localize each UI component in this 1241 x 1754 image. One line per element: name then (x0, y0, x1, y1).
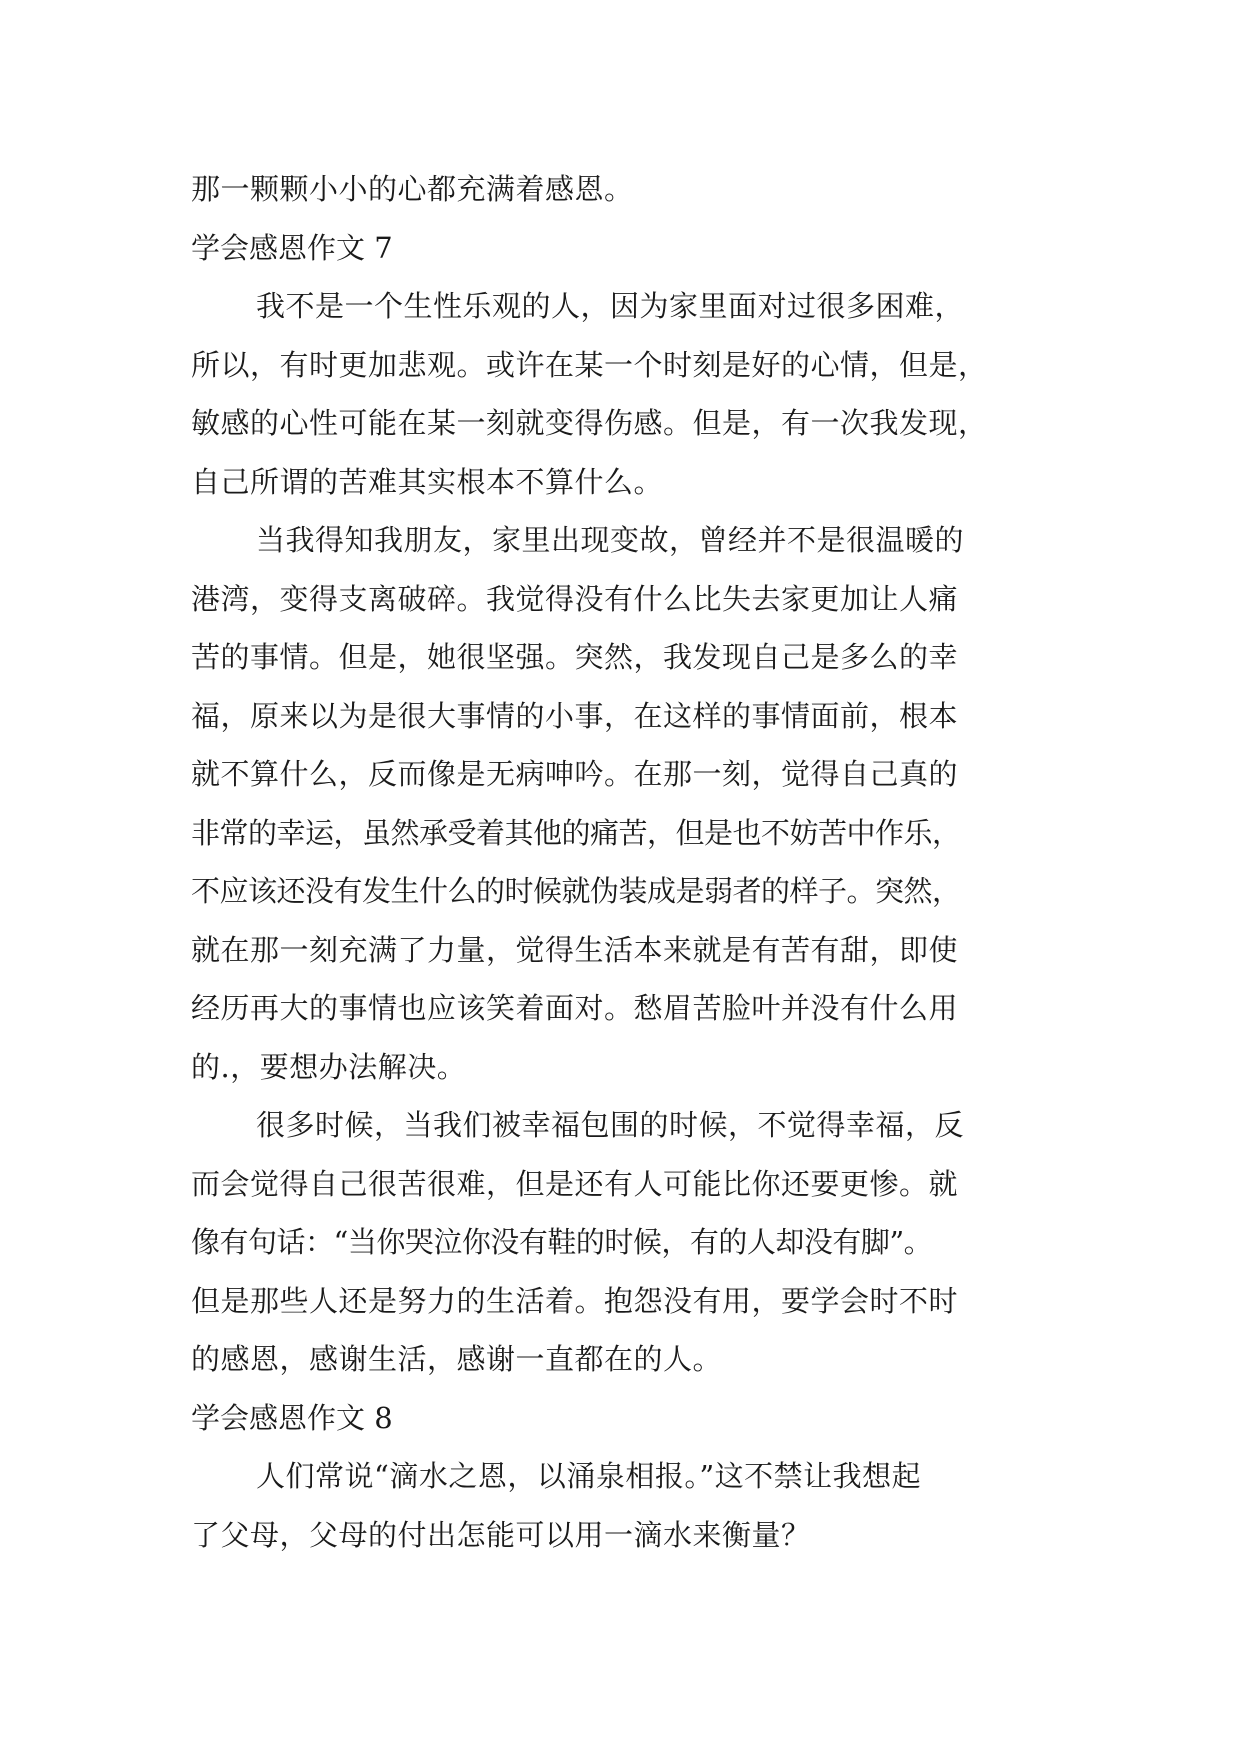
text-line: 自己所谓的苦难其实根本不算什么。 (191, 464, 664, 499)
text-line: 但是那些人还是努力的生活着。抱怨没有用，要学会时不时 (191, 1283, 959, 1318)
text-line: 就在那一刻充满了力量，觉得生活本来就是有苦有甜，即使 (191, 932, 959, 967)
text-line: 港湾，变得支离破碎。我觉得没有什么比失去家更加让人痛 (191, 581, 959, 616)
text-line: 经历再大的事情也应该笑着面对。愁眉苦脸叶并没有什么用 (191, 991, 959, 1025)
text-line: 的感恩，感谢生活，感谢一直都在的人。 (191, 1342, 723, 1376)
paragraph-first-line: 我不是一个生性乐观的人，因为家里面对过很多困难， (256, 289, 965, 323)
text-line: 非常的幸运，虽然承受着其他的痛苦，但是也不妨苦中作乐， (191, 815, 961, 850)
text-line: 像有句话：“当你哭泣你没有鞋的时候，有的人却没有脚”。 (191, 1225, 933, 1259)
text-line: 敏感的心性可能在某一刻就变得伤感。但是，有一次我发现， (191, 406, 988, 440)
text-line: 福，原来以为是很大事情的小事，在这样的事情面前，根本 (191, 698, 959, 733)
text-line: 苦的事情。但是，她很坚强。突然，我发现自己是多么的幸 (191, 640, 959, 674)
text-line: 了父母，父母的付出怎能可以用一滴水来衡量？ (191, 1517, 811, 1552)
paragraph-first-line: 很多时候，当我们被幸福包围的时候，不觉得幸福，反 (256, 1108, 965, 1142)
section-heading: 学会感恩作文 8 (191, 1400, 393, 1435)
text-line: 不应该还没有发生什么的时候就伪装成是弱者的样子。突然， (191, 874, 961, 908)
section-heading: 学会感恩作文 7 (191, 230, 393, 265)
text-line: 所以，有时更加悲观。或许在某一个时刻是好的心情，但是， (191, 347, 988, 382)
paragraph-first-line: 人们常说“滴水之恩，以涌泉相报。”这不禁让我想起 (256, 1459, 922, 1493)
text-line: 那一颗颗小小的心都充满着感恩。 (191, 172, 634, 206)
text-line: 而会觉得自己很苦很难，但是还有人可能比你还要更惨。就 (191, 1166, 959, 1201)
document-body (191, 160, 1051, 1564)
paragraph-first-line: 当我得知我朋友，家里出现变故，曾经并不是很温暖的 (256, 523, 965, 557)
text-line: 的.，要想办法解决。 (191, 1049, 467, 1084)
text-line: 就不算什么，反而像是无病呻吟。在那一刻，觉得自己真的 (191, 757, 959, 791)
